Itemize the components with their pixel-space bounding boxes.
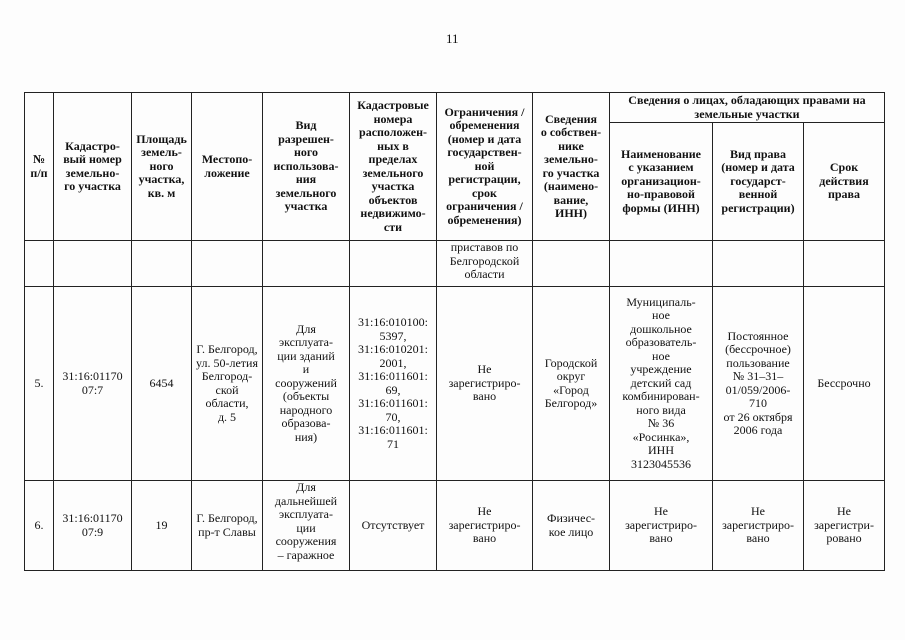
cell-cadastral-number: 31:16:01170 07:7 bbox=[54, 287, 132, 481]
cell-holder-name: Не зарегистриро- вано bbox=[610, 481, 713, 571]
cell-use-type bbox=[263, 481, 350, 571]
cell-term: Бессрочно bbox=[804, 287, 885, 481]
header-owner: Сведения о собствен- нике земельно- го участка (наимено- вание, ИНН) bbox=[533, 93, 610, 241]
cell-empty bbox=[54, 241, 132, 287]
cell-location: Г. Белгород, ул. 50-летия Белгород- ской области, д. 5 bbox=[192, 287, 263, 481]
cell-location: Г. Белгород, пр-т Славы bbox=[192, 481, 263, 571]
cell-owner: Физичес- кое лицо bbox=[533, 481, 610, 571]
cell-owner: Городской округ «Город Белгород» bbox=[533, 287, 610, 481]
cell-holder-name: Муниципаль- ное дошкольное образователь- ное учреждение детский сад комбинирован- ного вида № 36 «Росинка», ИНН 3123045536 bbox=[610, 287, 713, 481]
cell-restrictions-continuation: приставов по Белгородской области bbox=[437, 241, 533, 287]
cell-empty bbox=[192, 241, 263, 287]
cell-right-kind: Постоянное (бессрочное) пользование № 31–31– 01/059/2006- 710 от 26 октября 2006 года bbox=[713, 287, 804, 481]
cell-right-kind: Не зарегистриро- вано bbox=[713, 481, 804, 571]
cell-area: 19 bbox=[132, 481, 192, 571]
header-area: Площадь земель- ного участка, кв. м bbox=[132, 93, 192, 241]
cell-objects: Отсутствует bbox=[350, 481, 437, 571]
cell-use-type: Для эксплуата- ции зданий и сооружений (объекты народного образова- ния) bbox=[263, 287, 350, 481]
cell-empty bbox=[25, 241, 54, 287]
cell-restrictions: Не зарегистриро- вано bbox=[437, 481, 533, 571]
header-term: Срок действия права bbox=[804, 123, 885, 241]
header-location: Местопо- ложение bbox=[192, 93, 263, 241]
cell-empty bbox=[610, 241, 713, 287]
header-restrictions: Ограничения / обременения (номер и дата государствен- ной регистрации, срок ограничения / обременения) bbox=[437, 93, 533, 241]
cell-area: 6454 bbox=[132, 287, 192, 481]
header-use-type: Вид разрешен- ного использова- ния земельного участка bbox=[263, 93, 350, 241]
cell-empty bbox=[132, 241, 192, 287]
cell-empty bbox=[263, 241, 350, 287]
cell-num: 6. bbox=[25, 481, 54, 571]
cell-empty bbox=[713, 241, 804, 287]
table-row bbox=[25, 287, 885, 481]
table-row bbox=[25, 481, 885, 571]
cell-objects: 31:16:010100: 5397, 31:16:010201: 2001, 31:16:011601: 69, 31:16:011601: 70, 31:16:011601: 71 bbox=[350, 287, 437, 481]
header-objects: Кадастровые номера расположен- ных в пределах земельного участка объектов недвижимо- сти bbox=[350, 93, 437, 241]
cell-term: Не зарегистри- ровано bbox=[804, 481, 885, 571]
cell-num: 5. bbox=[25, 287, 54, 481]
header-holder-name: Наименование с указанием организацион- но-правовой формы (ИНН) bbox=[610, 123, 713, 241]
table-row-continuation bbox=[25, 241, 885, 287]
cell-empty bbox=[533, 241, 610, 287]
header-num: № п/п bbox=[25, 93, 54, 241]
cell-restrictions: Не зарегистриро- вано bbox=[437, 287, 533, 481]
cell-cadastral-number: 31:16:01170 07:9 bbox=[54, 481, 132, 571]
cell-empty bbox=[804, 241, 885, 287]
header-right-kind: Вид права (номер и дата государст- венной регистрации) bbox=[713, 123, 804, 241]
header-rights-group: Сведения о лицах, обладающих правами на земельные участки bbox=[610, 93, 885, 123]
land-registry-table bbox=[24, 92, 885, 571]
page-number: 11 bbox=[446, 31, 459, 46]
cell-use-type-text: Для дальнейшей эксплуата- ции сооружения – гаражное bbox=[274, 481, 338, 562]
cell-empty bbox=[350, 241, 437, 287]
header-cadastral-number: Кадастро- вый номер земельно- го участка bbox=[54, 93, 132, 241]
